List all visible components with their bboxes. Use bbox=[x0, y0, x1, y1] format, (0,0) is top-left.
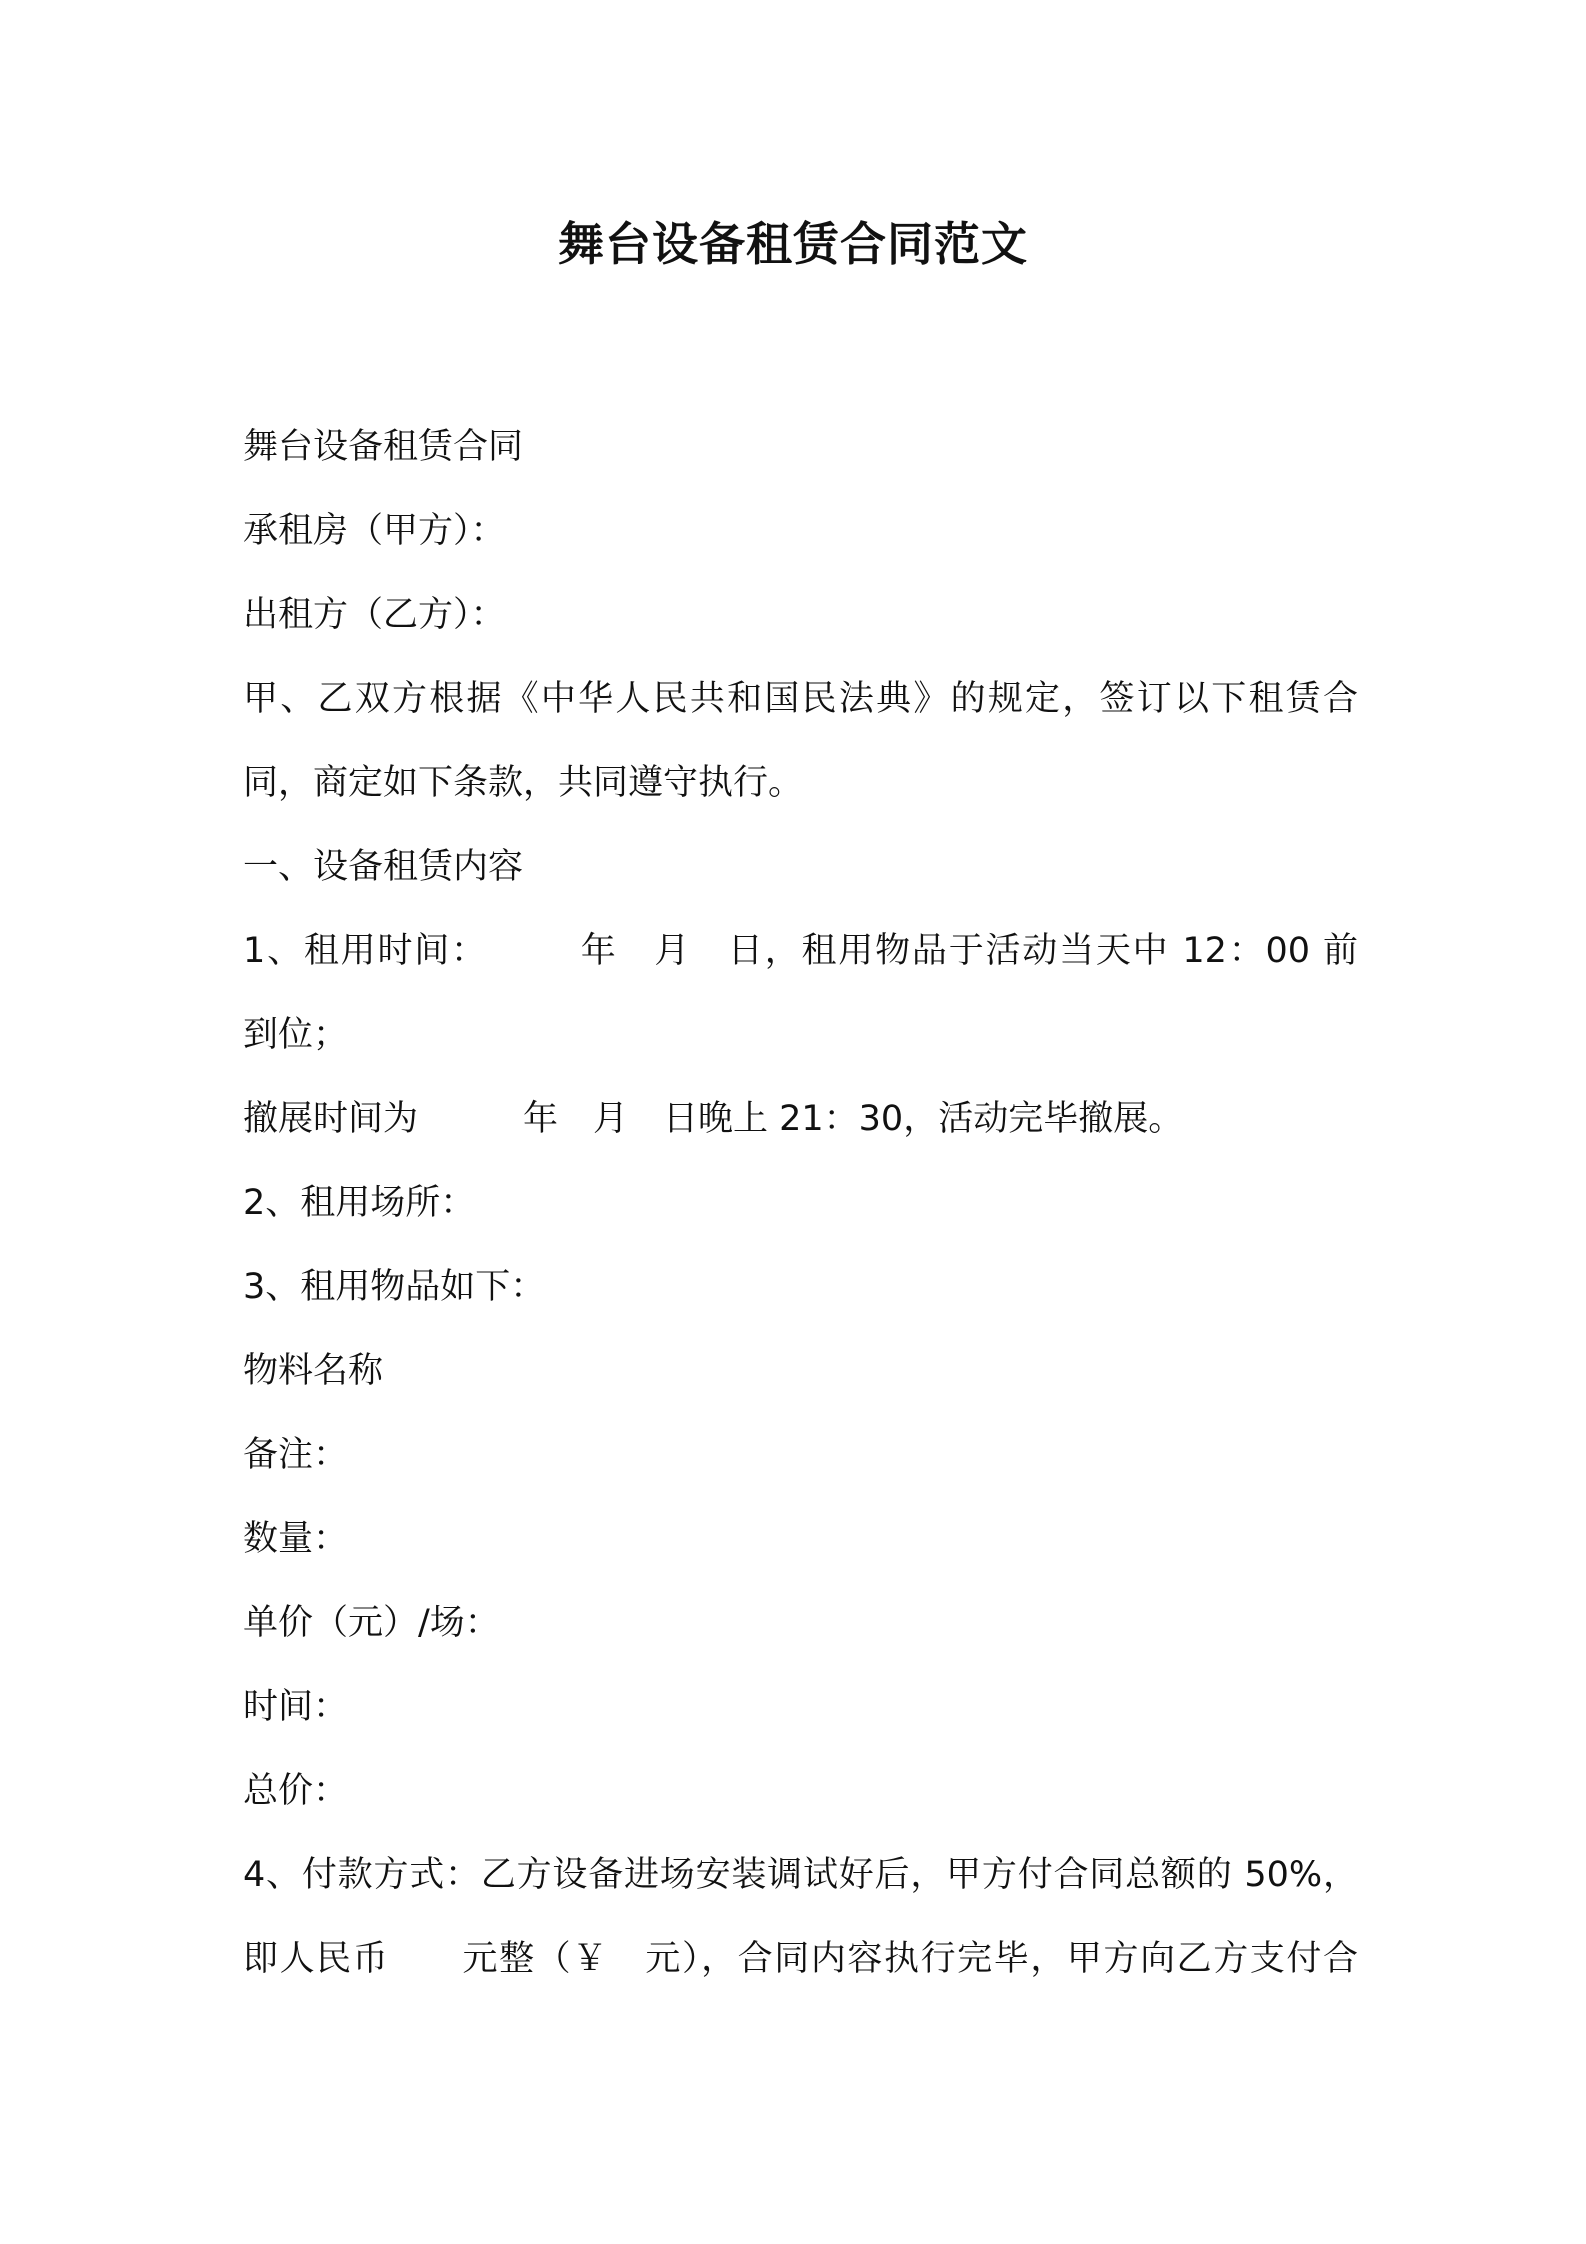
total-price-label: 总价： bbox=[243, 1771, 349, 1811]
quantity-label: 数量： bbox=[243, 1519, 349, 1559]
document-body bbox=[243, 405, 1358, 2001]
payment-line-2: 即人民币 元整（￥ 元），合同内容执行完毕，甲方向乙方支付合 bbox=[243, 1939, 1358, 1979]
teardown-time-line: 撤展时间为 年 月 日晚上 21：30，活动完毕撤展。 bbox=[243, 1099, 1184, 1139]
rental-items-line: 3、租用物品如下： bbox=[243, 1267, 546, 1307]
lessor-line: 出租方（乙方）： bbox=[243, 595, 506, 635]
remarks-label: 备注： bbox=[243, 1435, 349, 1475]
time-label: 时间： bbox=[243, 1687, 349, 1727]
rental-time-line-1: 1、租用时间： 年 月 日，租用物品于活动当天中 12：00 前 bbox=[243, 931, 1358, 971]
material-name-label: 物料名称 bbox=[243, 1351, 384, 1391]
unit-price-label: 单价（元）/场： bbox=[243, 1603, 500, 1643]
lessee-line: 承租房（甲方）： bbox=[243, 511, 506, 551]
rental-venue-line: 2、租用场所： bbox=[243, 1183, 476, 1223]
payment-line-1: 4、付款方式：乙方设备进场安装调试好后，甲方付合同总额的 50%， bbox=[243, 1855, 1358, 1895]
section-1-heading: 一、设备租赁内容 bbox=[243, 847, 524, 887]
document-title: 舞台设备租赁合同范文 bbox=[558, 217, 1028, 271]
preamble-line-1: 甲、乙双方根据《中华人民共和国民法典》的规定，签订以下租赁合 bbox=[243, 679, 1358, 719]
contract-heading: 舞台设备租赁合同 bbox=[243, 427, 524, 467]
preamble-line-2: 同，商定如下条款，共同遵守执行。 bbox=[243, 763, 804, 803]
rental-time-line-2: 到位； bbox=[243, 1015, 349, 1055]
